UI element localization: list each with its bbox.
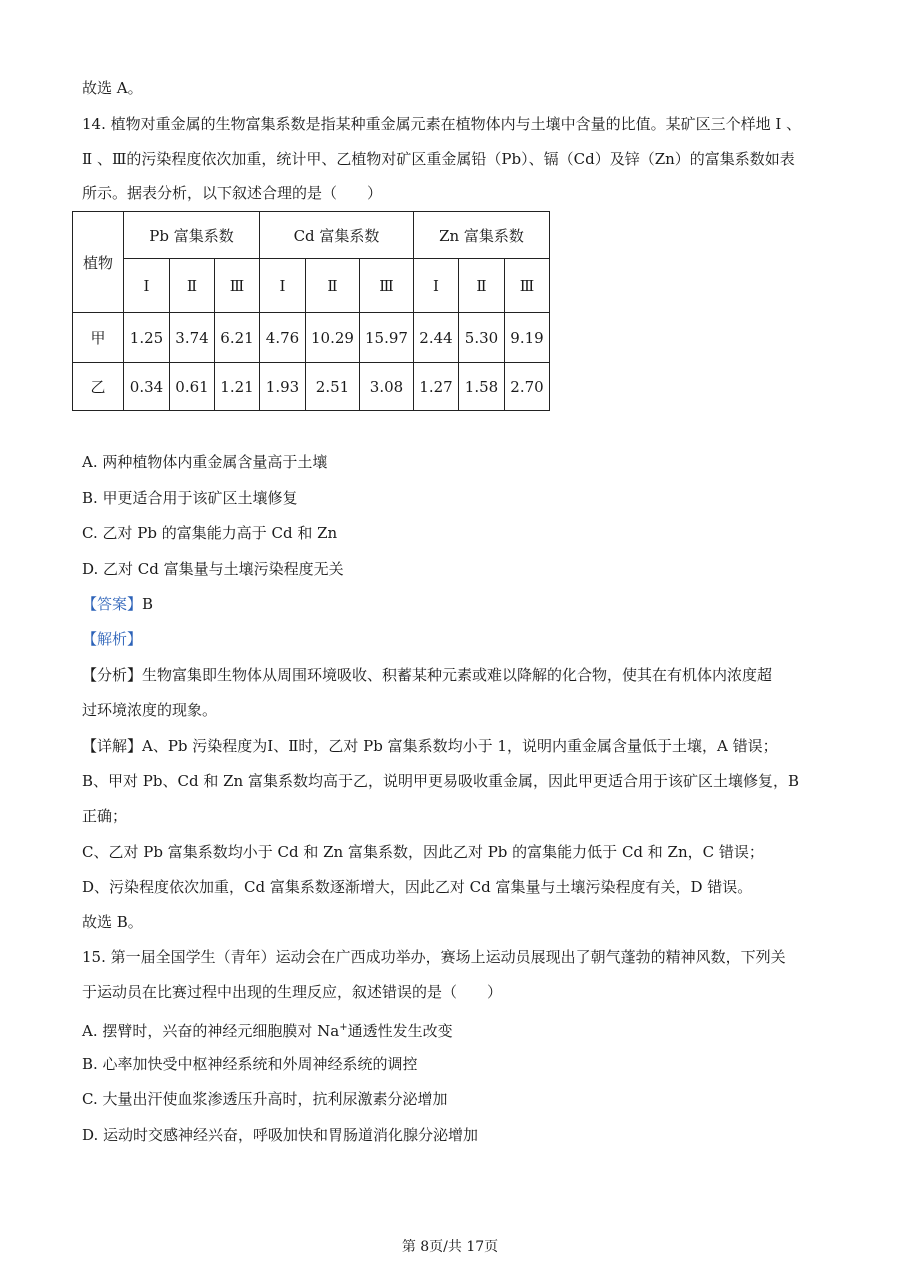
group-header-pb: Pb 富集系数 [124, 212, 260, 259]
q15-option-a [82, 1018, 453, 1041]
table-row [73, 363, 550, 411]
q14-stem-line-3: 所示。据表分析，以下叙述合理的是（ ） [82, 184, 383, 202]
explanation-line: D、污染程度依次加重，Cd 富集系数逐渐增大，因此乙对 Cd 富集量与土壤污染程度有关，D 错误。 [82, 878, 753, 896]
explanation-line: 过环境浓度的现象。 [82, 701, 218, 719]
subheader-cell: Ⅱ [459, 259, 505, 313]
sodium-ion-charge: + [339, 1022, 348, 1033]
value-cell: 0.61 [170, 363, 215, 411]
explanation-line: B、甲对 Pb、Cd 和 Zn 富集系数均高于乙，说明甲更易吸收重金属，因此甲更适合用于该矿区土壤修复，B [82, 772, 799, 790]
q15-option-c: C. 大量出汗使血浆渗透压升高时，抗利尿激素分泌增加 [82, 1090, 448, 1108]
explanation-line: C、乙对 Pb 富集系数均小于 Cd 和 Zn 富集系数，因此乙对 Pb 的富集能力低于 Cd 和 Zn，C 错误； [82, 843, 764, 861]
q15-option-a-pre: A. 摆臂时，兴奋的神经元细胞膜对 Na [82, 1022, 340, 1040]
value-cell: 1.93 [260, 363, 306, 411]
value-cell: 1.25 [124, 313, 170, 363]
value-cell: 3.74 [170, 313, 215, 363]
value-cell: 2.51 [306, 363, 360, 411]
analysis-tag: 【解析】 [82, 630, 143, 648]
value-cell: 6.21 [215, 313, 260, 363]
value-cell: 1.58 [459, 363, 505, 411]
q15-option-a-post: 通透性发生改变 [347, 1022, 453, 1040]
value-cell: 1.21 [215, 363, 260, 411]
value-cell: 3.08 [360, 363, 414, 411]
explanation-line: 【分析】生物富集即生物体从周围环境吸收、积蓄某种元素或难以降解的化合物，使其在有机体内浓度超 [82, 666, 773, 684]
subheader-cell: Ⅰ [414, 259, 459, 313]
q15-option-d: D. 运动时交感神经兴奋，呼吸加快和胃肠道消化腺分泌增加 [82, 1126, 479, 1144]
explanation-line: 正确； [82, 807, 128, 825]
answer-value: B [142, 595, 154, 613]
value-cell: 4.76 [260, 313, 306, 363]
value-cell: 2.44 [414, 313, 459, 363]
value-cell: 0.34 [124, 363, 170, 411]
q14-option-b: B. 甲更适合用于该矿区土壤修复 [82, 489, 298, 507]
plant-name-cell: 甲 [73, 313, 124, 363]
subheader-cell: Ⅲ [360, 259, 414, 313]
previous-answer: 故选 A。 [82, 79, 143, 97]
value-cell: 9.19 [505, 313, 550, 363]
value-cell: 2.70 [505, 363, 550, 411]
q15-stem-line-2: 于运动员在比赛过程中出现的生理反应，叙述错误的是（ ） [82, 983, 503, 1001]
group-header-cd: Cd 富集系数 [260, 212, 414, 259]
subheader-cell: Ⅱ [170, 259, 215, 313]
table-header-row [73, 212, 550, 259]
answer-tag: 【答案】 [82, 595, 143, 613]
table-subheader-row [73, 259, 550, 313]
subheader-cell: Ⅰ [124, 259, 170, 313]
explanation-line: 【详解】A、Pb 污染程度为Ⅰ、Ⅱ时，乙对 Pb 富集系数均小于 1，说明内重金属含量低于土壤，A 错误； [82, 737, 778, 755]
q14-option-d: D. 乙对 Cd 富集量与土壤污染程度无关 [82, 560, 344, 578]
q14-stem-line-1: 14. 植物对重金属的生物富集系数是指某种重金属元素在植物体内与土壤中含量的比值。某矿区三个样地 Ⅰ 、 [82, 115, 802, 133]
page-footer: 第 8页/共 17页 [401, 1239, 499, 1255]
q15-stem-line-1: 15. 第一届全国学生（青年）运动会在广西成功举办，赛场上运动员展现出了朝气蓬勃的精神风数，下列关 [82, 948, 786, 966]
table-row [73, 313, 550, 363]
q14-option-a: A. 两种植物体内重金属含量高于土壤 [82, 453, 328, 471]
answer-line [82, 594, 153, 614]
enrichment-table [72, 211, 550, 411]
group-header-zn: Zn 富集系数 [414, 212, 550, 259]
value-cell: 1.27 [414, 363, 459, 411]
value-cell: 5.30 [459, 313, 505, 363]
plant-name-cell: 乙 [73, 363, 124, 411]
subheader-cell: Ⅰ [260, 259, 306, 313]
explanation-line: 故选 B。 [82, 913, 143, 931]
subheader-cell: Ⅲ [505, 259, 550, 313]
value-cell: 15.97 [360, 313, 414, 363]
subheader-cell: Ⅱ [306, 259, 360, 313]
subheader-cell: Ⅲ [215, 259, 260, 313]
value-cell: 10.29 [306, 313, 360, 363]
q15-option-b: B. 心率加快受中枢神经系统和外周神经系统的调控 [82, 1055, 418, 1073]
q14-option-c: C. 乙对 Pb 的富集能力高于 Cd 和 Zn [82, 524, 338, 542]
q14-stem-line-2: Ⅱ 、Ⅲ的污染程度依次加重，统计甲、乙植物对矿区重金属铅（Pb）、镉（Cd）及锌（Zn）的富集系数如表 [82, 150, 795, 168]
plant-header: 植物 [73, 212, 124, 313]
